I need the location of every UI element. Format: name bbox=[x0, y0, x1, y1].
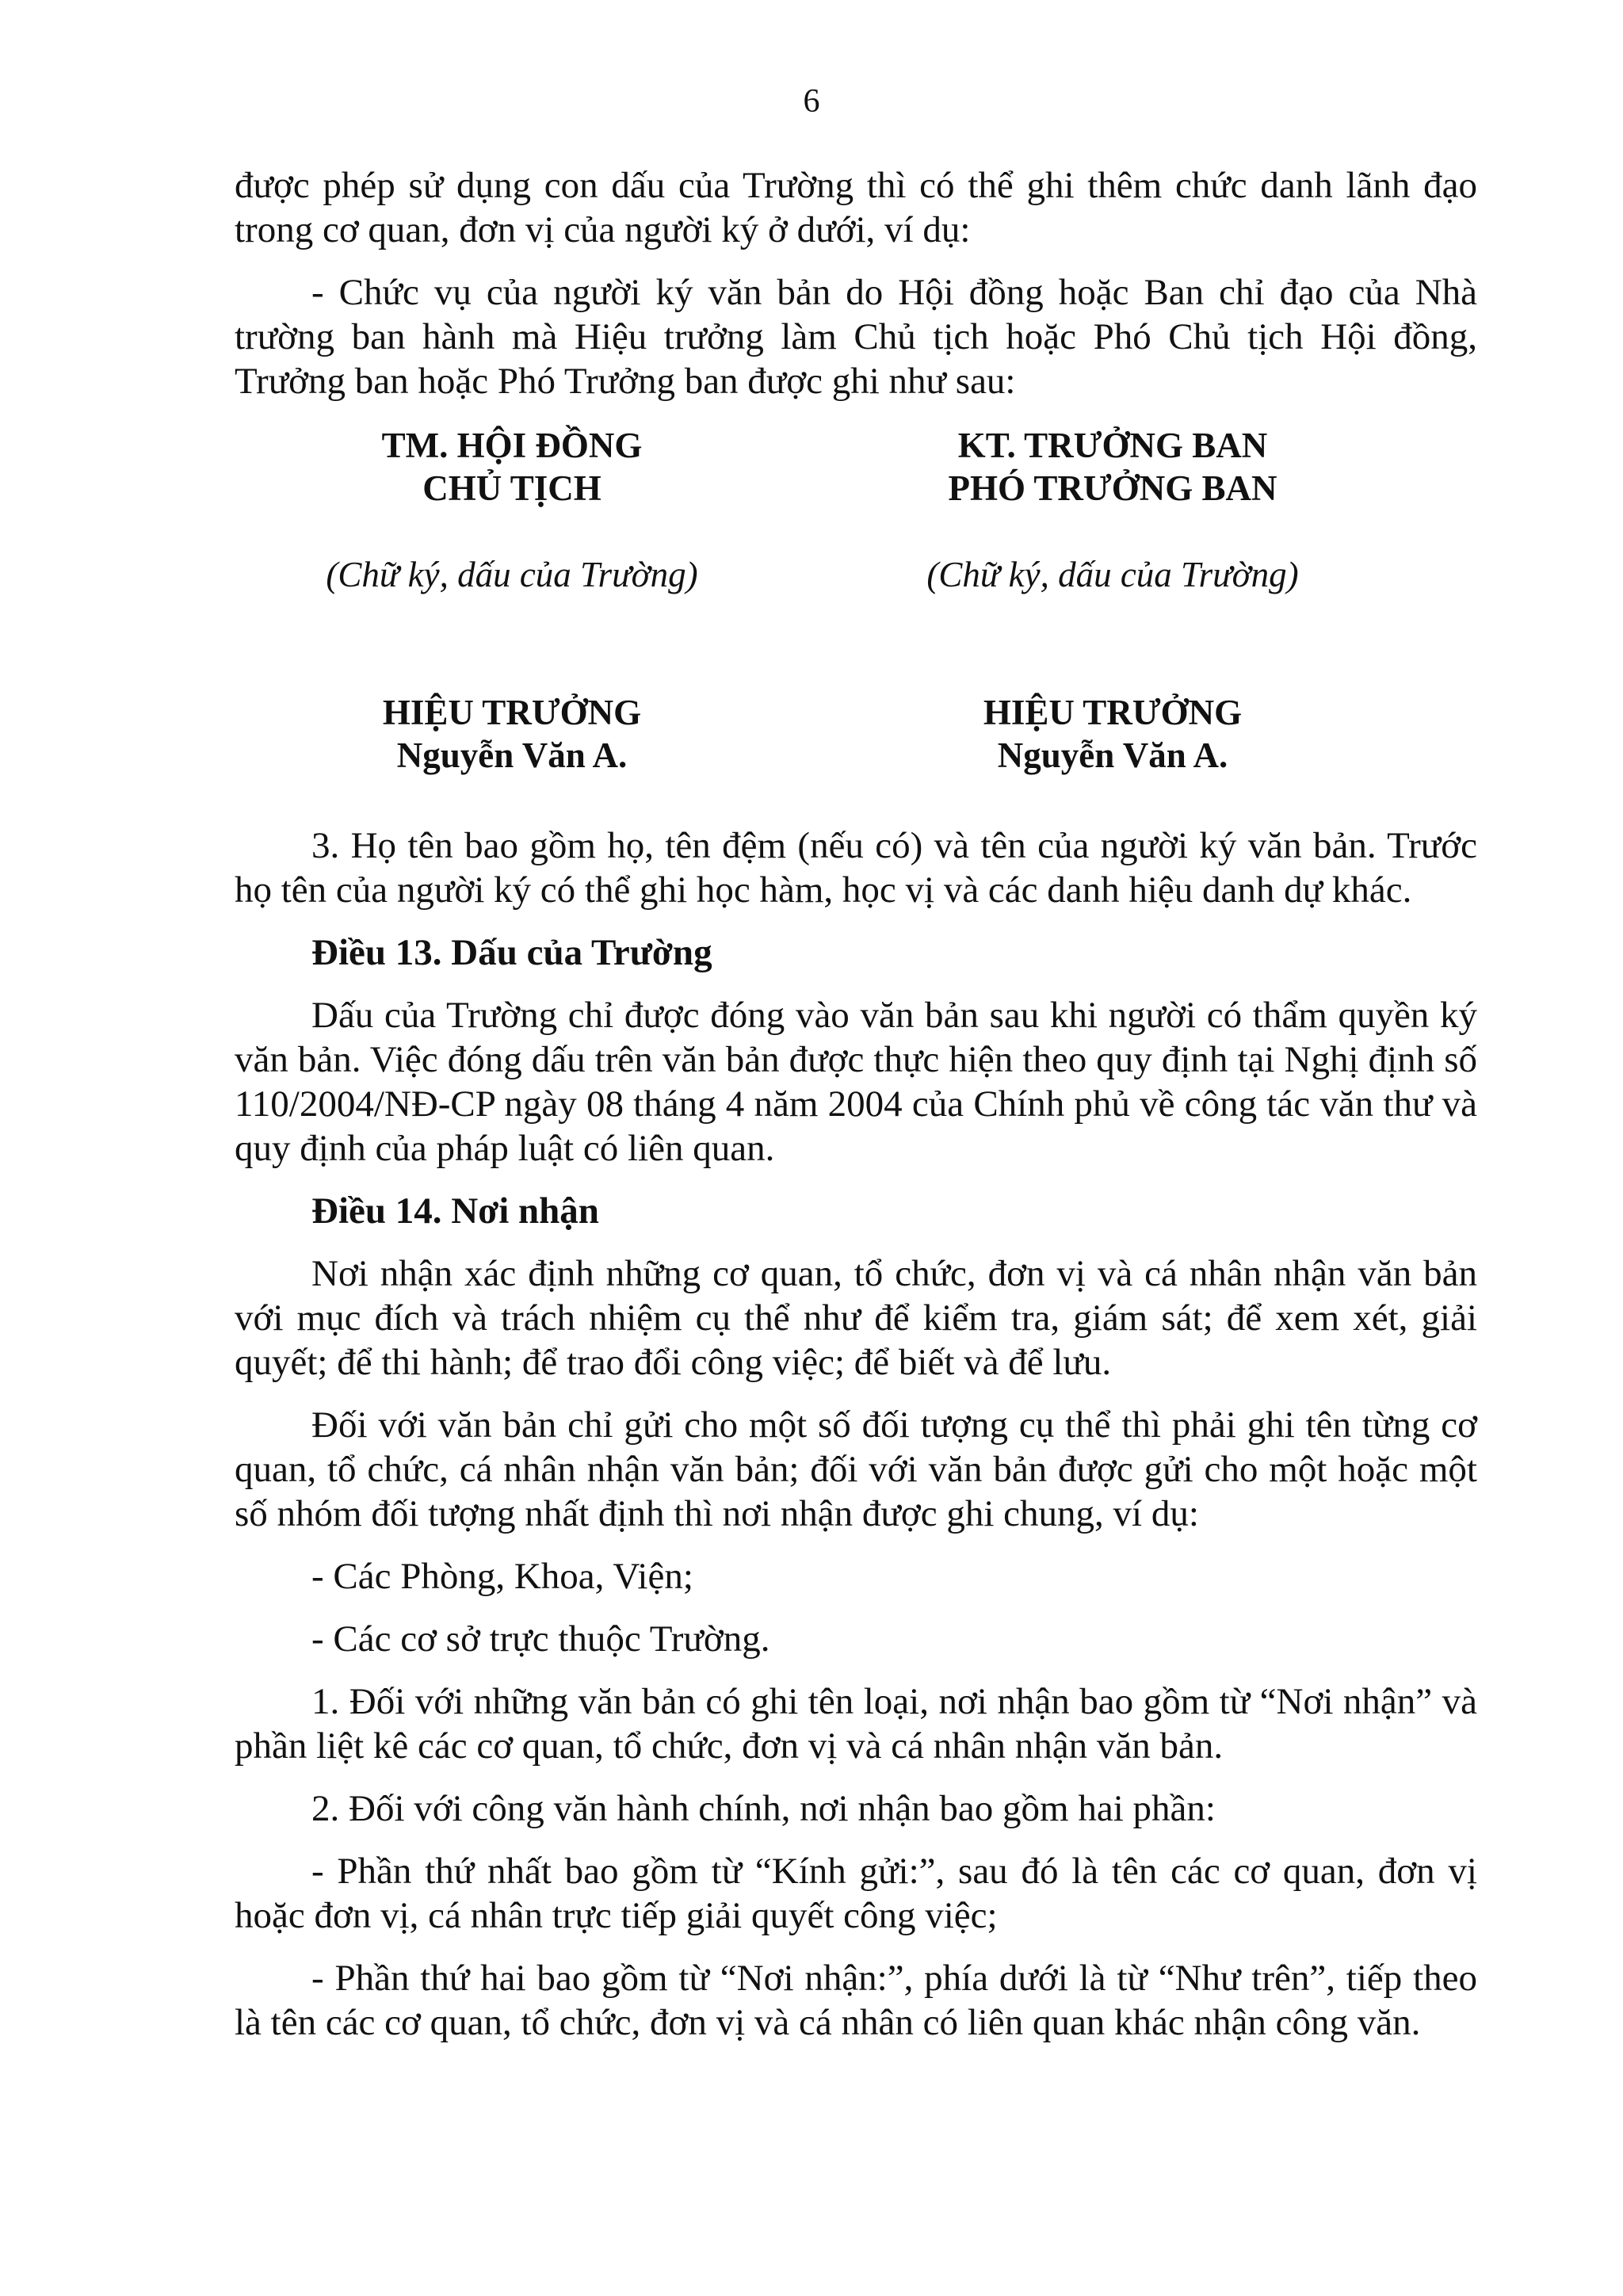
article-13-heading: Điều 13. Dấu của Trường bbox=[311, 932, 712, 973]
page-number: 6 bbox=[803, 83, 820, 120]
intro-paragraph: được phép sử dụng con dấu của Trường thì có thể ghi thêm chức danh lãnh đạo trong cơ quan, đơn vị của người ký ở dưới, ví dụ: bbox=[235, 165, 1477, 250]
article-14-paragraph-1: Nơi nhận xác định những cơ quan, tổ chức, đơn vị và cá nhân nhận văn bản với mục đích và trách nhiệm cụ thể như để kiểm tra, giám sát; để xem xét, giải quyết; để thi hành; để trao đổi công việc; để biết và để lưu. bbox=[235, 1253, 1477, 1383]
signature-block-board bbox=[835, 424, 1390, 777]
signature-note: (Chữ ký, dấu của Trường) bbox=[926, 555, 1299, 594]
example-intro-paragraph: - Chức vụ của người ký văn bản do Hội đồng hoặc Ban chỉ đạo của Nhà trường ban hành mà Hiệu trưởng làm Chủ tịch hoặc Phó Chủ tịch Hội đồng, Trưởng ban hoặc Phó Trưởng ban được ghi như sau: bbox=[235, 272, 1477, 402]
article-14-paragraph-3: 1. Đối với những văn bản có ghi tên loại, nơi nhận bao gồm từ “Nơi nhận” và phần liệt kê các cơ quan, tổ chức, đơn vị và cá nhân nhận văn bản. bbox=[235, 1681, 1477, 1767]
signature-line-2: CHỦ TỊCH bbox=[422, 468, 601, 508]
item-3-paragraph: 3. Họ tên bao gồm họ, tên đệm (nếu có) và tên của người ký văn bản. Trước họ tên của người ký có thể ghi học hàm, học vị và các danh hiệu danh dự khác. bbox=[235, 825, 1477, 911]
signature-line-1: TM. HỘI ĐỒNG bbox=[381, 426, 643, 465]
signature-line-1: KT. TRƯỞNG BAN bbox=[957, 426, 1268, 465]
signer-name: Nguyễn Văn A. bbox=[997, 735, 1228, 775]
signature-examples bbox=[235, 424, 1477, 823]
signature-note: (Chữ ký, dấu của Trường) bbox=[326, 555, 698, 594]
signer-name: Nguyễn Văn A. bbox=[396, 735, 628, 775]
article-13-body: Dấu của Trường chỉ được đóng vào văn bản sau khi người có thẩm quyền ký văn bản. Việc đóng dấu trên văn bản được thực hiện theo quy định tại Nghị định số 110/2004/NĐ-CP ngày 08 tháng 4 năm 2004 của Chính phủ về công tác văn thư và quy định của pháp luật có liên quan. bbox=[235, 995, 1477, 1169]
article-14-paragraph-6: - Phần thứ hai bao gồm từ “Nơi nhận:”, phía dưới là từ “Như trên”, tiếp theo là tên các cơ quan, tổ chức, đơn vị và cá nhân có liên quan khác nhận công văn. bbox=[235, 1958, 1477, 2043]
document-body bbox=[235, 163, 1477, 2045]
article-14-paragraph-4: 2. Đối với công văn hành chính, nơi nhận bao gồm hai phần: bbox=[311, 1788, 1216, 1829]
signer-title: HIỆU TRƯỞNG bbox=[382, 693, 642, 732]
signer-title: HIỆU TRƯỞNG bbox=[983, 693, 1243, 732]
article-14-heading: Điều 14. Nơi nhận bbox=[311, 1190, 599, 1232]
signature-block-council bbox=[235, 424, 789, 777]
signature-line-2: PHÓ TRƯỞNG BAN bbox=[948, 468, 1277, 508]
list-item: - Các cơ sở trực thuộc Trường. bbox=[311, 1618, 770, 1660]
list-item: - Các Phòng, Khoa, Viện; bbox=[311, 1556, 693, 1597]
article-14-paragraph-2: Đối với văn bản chỉ gửi cho một số đối tượng cụ thể thì phải ghi tên từng cơ quan, tổ chức, cá nhân nhận văn bản; đối với văn bản được gửi cho một hoặc một số nhóm đối tượng nhất định thì nơi nhận được ghi chung, ví dụ: bbox=[235, 1404, 1477, 1534]
article-14-paragraph-5: - Phần thứ nhất bao gồm từ “Kính gửi:”, sau đó là tên các cơ quan, đơn vị hoặc đơn vị, cá nhân trực tiếp giải quyết công việc; bbox=[235, 1851, 1477, 1936]
